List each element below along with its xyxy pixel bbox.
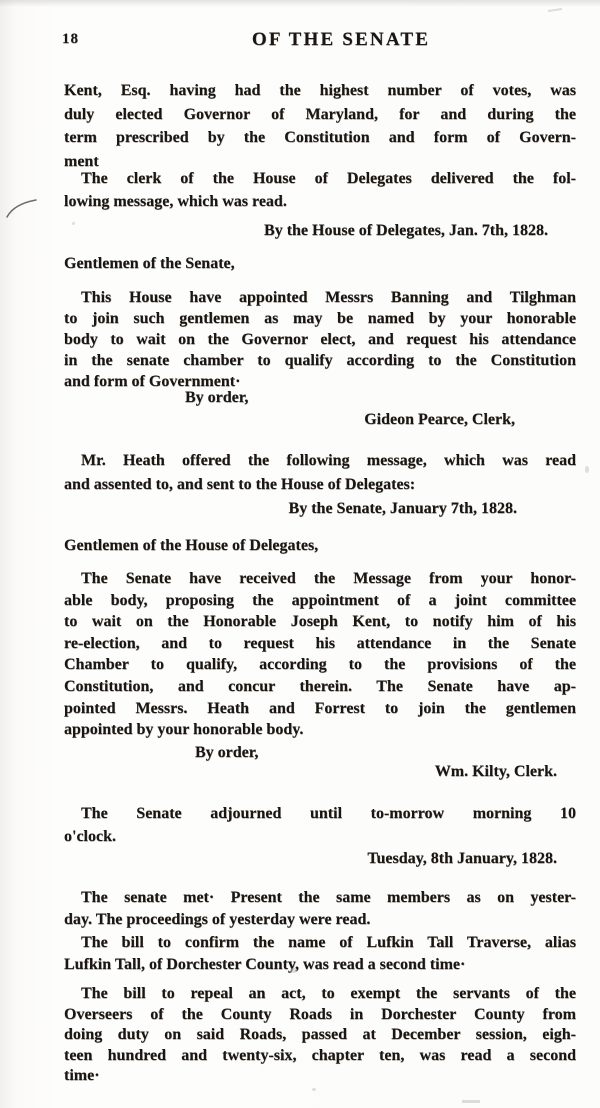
text-line: The bill to repeal an act, to exempt the servants of the	[81, 985, 576, 1002]
by-order-label: By order,	[185, 389, 249, 406]
text-line: appointed by your honorable body.	[64, 721, 304, 739]
scan-smudge	[462, 1100, 480, 1103]
text-line: body to wait on the Governor elect, and request his attendance	[64, 331, 576, 348]
text-line: day. The proceedings of yesterday were read.	[64, 911, 371, 928]
dateline-house-of-delegates: By the House of Delegates, Jan. 7th, 1828.	[264, 222, 548, 239]
paragraph-adjournment	[64, 802, 576, 848]
text-line: pointed Messrs. Heath and Forrest to join the gentlemen	[64, 699, 576, 717]
signature-gideon-pearce: Gideon Pearce, Clerk,	[364, 411, 515, 428]
text-line: to join such gentlemen as may be named by your honorable	[64, 310, 576, 327]
text-line: ment	[64, 152, 99, 170]
text-line: Mr. Heath offered the following message, which was read	[81, 452, 576, 469]
paragraph-roads-bill	[64, 984, 576, 1087]
text-line: This House have appointed Messrs Banning and Tilghman	[81, 289, 576, 306]
paragraph-clerk-message	[64, 167, 576, 213]
paragraph-lufkin-bill	[64, 932, 576, 975]
text-line: doing duty on said Roads, passed at December session, eigh-	[64, 1026, 576, 1044]
margin-pen-mark	[5, 197, 39, 219]
text-line: Kent, Esq. having had the highest number of votes, was	[64, 82, 576, 99]
text-line: Overseers of the County Roads in Dorchester County from	[64, 1005, 576, 1023]
text-line: The bill to confirm the name of Lufkin Tall Traverse, alias	[81, 934, 576, 951]
text-line: and assented to, and sent to the House of Delegates:	[64, 475, 416, 493]
text-line: able body, proposing the appointment of a joint committee	[64, 591, 576, 609]
salutation-house-of-delegates: Gentlemen of the House of Delegates,	[64, 537, 319, 554]
text-line: teen hundred and twenty-six, chapter ten, was read a second	[64, 1046, 576, 1064]
scan-speck	[585, 466, 589, 473]
dateline-tuesday: Tuesday, 8th January, 1828.	[367, 850, 557, 867]
scan-speck	[72, 222, 75, 225]
paragraph-senate-met	[64, 887, 576, 931]
signature-wm-kilty: Wm. Kilty, Clerk.	[434, 763, 557, 780]
paragraph-senate-reply	[64, 568, 576, 741]
text-line: Lufkin Tall, of Dorchester County, was read a second time·	[64, 955, 466, 973]
text-line: The Senate have received the Message from your honor-	[81, 570, 576, 587]
text-line: re-election, and to request his attendance in the Senate	[64, 634, 576, 652]
text-line: in the senate chamber to qualify according to the Constitution	[64, 352, 576, 369]
text-line: duly elected Governor of Maryland, for and during the	[64, 105, 576, 123]
paragraph-house-message	[64, 287, 576, 392]
scan-speck	[312, 1088, 316, 1091]
scan-smudge	[548, 8, 562, 12]
text-line: The clerk of the House of Delegates delivered the fol-	[81, 170, 576, 187]
text-line: Chamber to qualify, according to the provisions of the	[64, 656, 576, 674]
salutation-senate: Gentlemen of the Senate,	[64, 255, 235, 272]
text-line: The senate met· Present the same members as on yester-	[81, 889, 576, 906]
text-line: Constitution, and concur therein. The Senate have ap-	[64, 677, 576, 695]
paragraph-heath-message	[64, 449, 576, 496]
running-title: OF THE SENATE	[251, 29, 431, 50]
page-number: 18	[62, 31, 79, 47]
text-line: term prescribed by the Constitution and form of Govern-	[64, 129, 576, 146]
scan-speck	[290, 968, 297, 973]
dateline-senate: By the Senate, January 7th, 1828.	[288, 500, 517, 517]
text-line: to wait on the Honorable Joseph Kent, to notify him of his	[64, 613, 576, 631]
text-line: o'clock.	[64, 828, 116, 845]
text-line: time·	[64, 1067, 100, 1085]
by-order-label: By order,	[195, 744, 259, 761]
paragraph-kent-governor	[64, 79, 576, 173]
text-line: The Senate adjourned until to-morrow morning 10	[81, 805, 576, 822]
text-line: and form of Government·	[64, 373, 241, 390]
text-line: lowing message, which was read.	[64, 193, 287, 210]
